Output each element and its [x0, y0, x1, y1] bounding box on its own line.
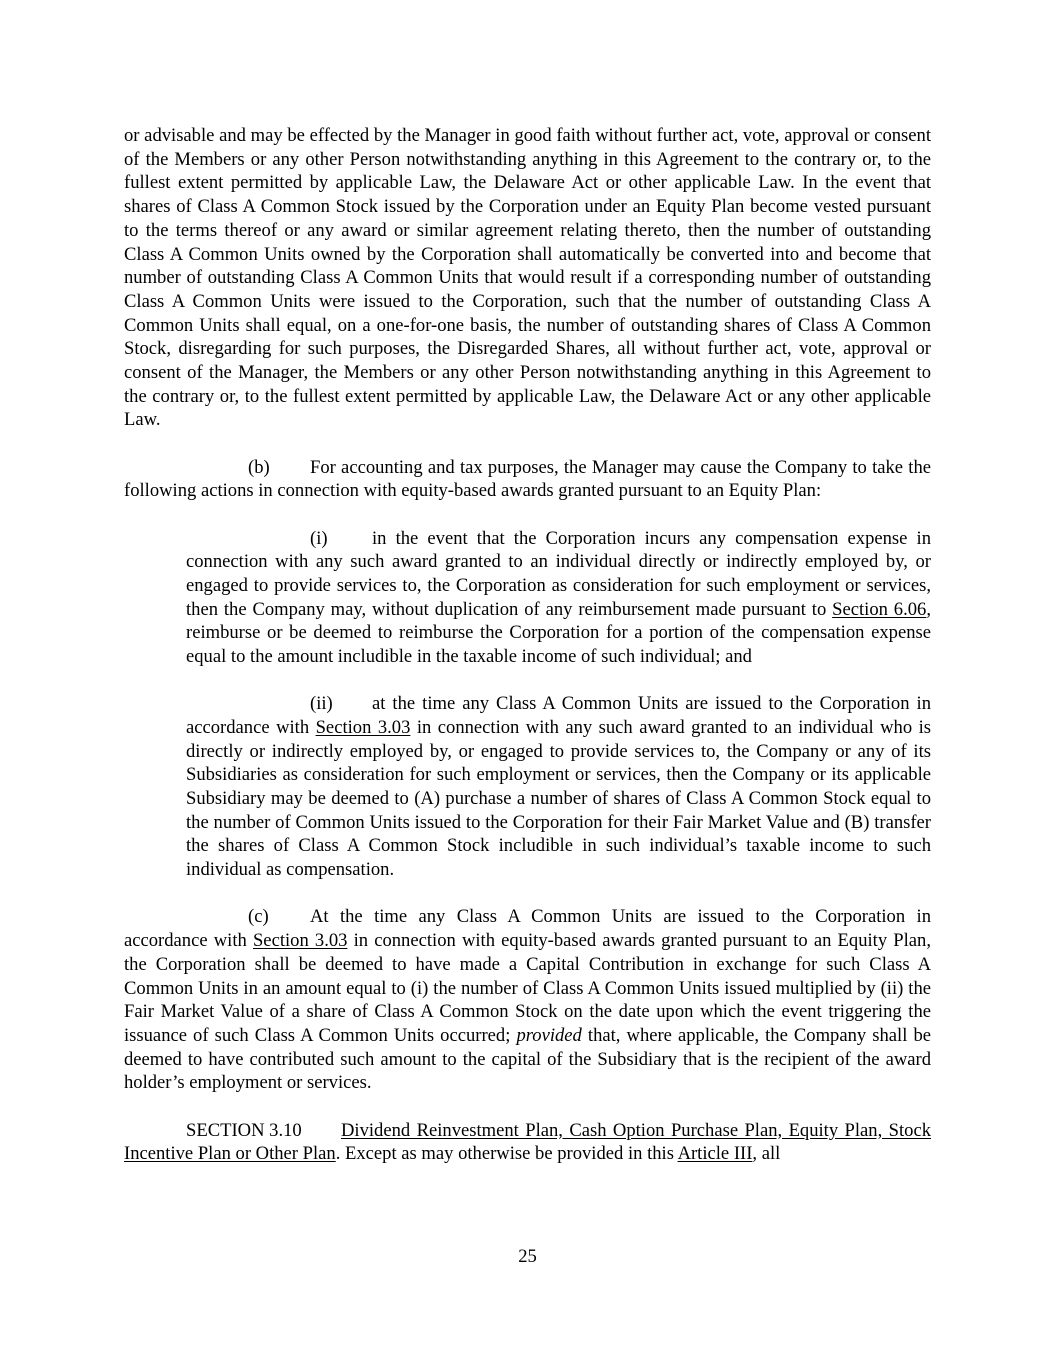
paragraph-c-text-middle: in connection with equity-based awards granted pursuant to an Equity Plan, the Corporation shall be deemed to have made a Capital Contribution in exchange for such Class A Common Units in an amount equal to (i) the number of Class A Common Units issued multiplied by (ii) the Fair Market Value of a share of Class A Common Stock on the date upon which the event triggering the issuance of such Class A Common Units occurred; — [124, 930, 931, 1046]
section-3-10-text-after: , all — [752, 1143, 781, 1165]
section-3-03-reference: Section 3.03 — [252, 930, 348, 952]
subparagraph-ii-label: (ii) — [310, 693, 333, 715]
subparagraph-i-text-after: , reimburse or be deemed to reimburse the Corporation for a portion of the compensation expense equal to the amount includible in the taxable income of such individual; and — [186, 598, 931, 668]
paragraph-b-text: For accounting and tax purposes, the Manager may cause the Company to take the following actions in connection with equity-based awards granted pursuant to an Equity Plan: — [124, 456, 931, 502]
subparagraph-i-label: (i) — [310, 527, 328, 549]
paragraph-c-text-before: At the time any Class A Common Units are issued to the Corporation in accordance with — [124, 906, 931, 952]
document-page — [124, 124, 931, 1166]
subparagraph-ii-text-before: at the time any Class A Common Units are issued to the Corporation in accordance with — [186, 693, 931, 738]
section-3-10-text-before: . Except as may otherwise be provided in this — [335, 1143, 678, 1165]
section-3-10-label: SECTION 3.10 — [186, 1119, 302, 1141]
article-iii-reference: Article III — [677, 1143, 753, 1165]
provided-term: provided — [516, 1024, 582, 1046]
paragraph-c — [124, 905, 931, 1095]
section-6-06-reference: Section 6.06 — [832, 598, 927, 620]
section-3-10 — [124, 1119, 931, 1166]
subparagraph-ii — [186, 692, 931, 882]
page-number: 25 — [518, 1246, 537, 1267]
paragraph-c-label: (c) — [248, 906, 269, 928]
subparagraph-i-text-before: in the event that the Corporation incurs any compensation expense in connection with any such award granted to an individual directly or indirectly employed by, or engaged to provide services to, the Corporation as consideration for such employment or services, then the Company may, without duplication of any reimbursement made pursuant to — [186, 527, 931, 620]
subparagraph-i — [186, 527, 931, 669]
paragraph-continuation: or advisable and may be effected by the Manager in good faith without further act, vote, approval or consent of the Members or any other Person notwithstanding anything in this Agreement to the contrary or, to the fullest extent permitted by applicable Law, the Delaware Act or other applicable Law. In the event that shares of Class A Common Stock issued by the Corporation under an Equity Plan become vested pursuant to the terms thereof or any award or similar agreement relating thereto, then the number of outstanding Class A Common Units owned by the Corporation shall automatically be converted into and become that number of outstanding Class A Common Units that would result if a corresponding number of outstanding Class A Common Units were issued to the Corporation, such that the number of outstanding Class A Common Units shall equal, on a one-for-one basis, the number of outstanding shares of Class A Common Stock, disregarding for such purposes, the Disregarded Shares, all without further act, vote, approval or consent of the Manager, the Members or any other Person notwithstanding anything in this Agreement to the contrary or, to the fullest extent permitted by applicable Law, the Delaware Act or any other applicable Law. — [124, 125, 931, 431]
subparagraph-ii-block — [186, 692, 931, 882]
section-3-10-heading: Dividend Reinvestment Plan, Cash Option Purchase Plan, Equity Plan, Stock Incentive Plan or Other Plan — [124, 1119, 931, 1165]
section-3-03-reference: Section 3.03 — [315, 716, 411, 738]
subparagraph-i-block — [186, 527, 931, 669]
paragraph-b-label: (b) — [248, 456, 270, 478]
paragraph-b — [124, 456, 931, 503]
subparagraph-ii-text-after: in connection with any such award granted to an individual who is directly or indirectly employed by, or engaged to provide services to, the Company or any of its Subsidiaries as consideration for such employment or services, then the Company or its applicable Subsidiary may be deemed to (A) purchase a number of shares of Class A Common Stock equal to the number of Common Units issued to the Corporation for their Fair Market Value and (B) transfer the shares of Class A Common Stock includible in such individual’s taxable income to such individual as compensation. — [186, 716, 931, 881]
paragraph-c-text-after: that, where applicable, the Company shall be deemed to have contributed such amount to the capital of the Subsidiary that is the recipient of the award holder’s employment or services. — [124, 1024, 931, 1094]
